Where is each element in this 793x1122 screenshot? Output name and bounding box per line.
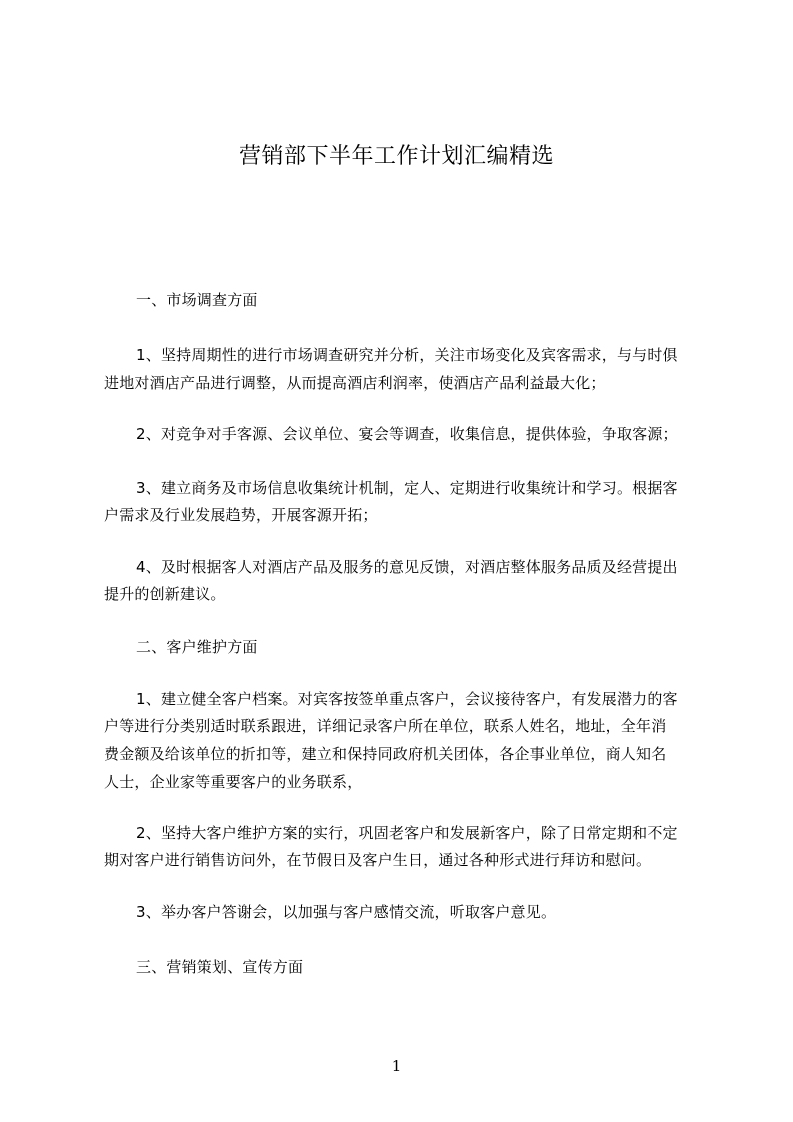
paragraph-line: 期对客户进行销售访问外，在节假日及客户生日，通过各种形式进行拜访和慰问。 bbox=[104, 851, 652, 869]
section-heading-marketing-planning: 三、营销策划、宣传方面 bbox=[136, 958, 304, 976]
paragraph-line: 1、坚持周期性的进行市场调查研究并分析，关注市场变化及宾客需求，与与时俱 bbox=[136, 346, 678, 364]
paragraph-line: 进地对酒店产品进行调整，从而提高酒店利润率，使酒店产品利益最大化； bbox=[104, 374, 606, 392]
section-heading-client-maintenance: 二、客户维护方面 bbox=[136, 638, 258, 656]
paragraph-line: 2、坚持大客户维护方案的实行，巩固老客户和发展新客户，除了日常定期和不定 bbox=[136, 824, 678, 842]
paragraph-line: 户等进行分类别适时联系跟进，详细记录客户所在单位，联系人姓名，地址，全年消 bbox=[104, 717, 667, 735]
page-number: 1 bbox=[391, 1057, 402, 1075]
paragraph-line: 3、举办客户答谢会，以加强与客户感情交流，听取客户意见。 bbox=[136, 903, 557, 921]
paragraph-line: 1、建立健全客户档案。对宾客按签单重点客户，会议接待客户，有发展潜力的客 bbox=[136, 690, 678, 708]
paragraph-line: 2、对竞争对手客源、会议单位、宴会等调查，收集信息，提供体验，争取客源； bbox=[136, 425, 678, 443]
paragraph-line: 4、及时根据客人对酒店产品及服务的意见反馈，对酒店整体服务品质及经营提出 bbox=[136, 558, 678, 576]
paragraph-line: 费金额及给该单位的折扣等，建立和保持同政府机关团体，各企事业单位，商人知名 bbox=[104, 745, 667, 763]
paragraph-line: 人士，企业家等重要客户的业务联系， bbox=[104, 773, 363, 791]
paragraph-line: 户需求及行业发展趋势，开展客源开拓； bbox=[104, 506, 378, 524]
paragraph-line: 提升的创新建议。 bbox=[104, 585, 226, 603]
section-heading-market-research: 一、市场调查方面 bbox=[136, 291, 258, 309]
paragraph-line: 3、建立商务及市场信息收集统计机制，定人、定期进行收集统计和学习。根据客 bbox=[136, 479, 678, 497]
page-title: 营销部下半年工作计划汇编精选 bbox=[238, 144, 554, 169]
